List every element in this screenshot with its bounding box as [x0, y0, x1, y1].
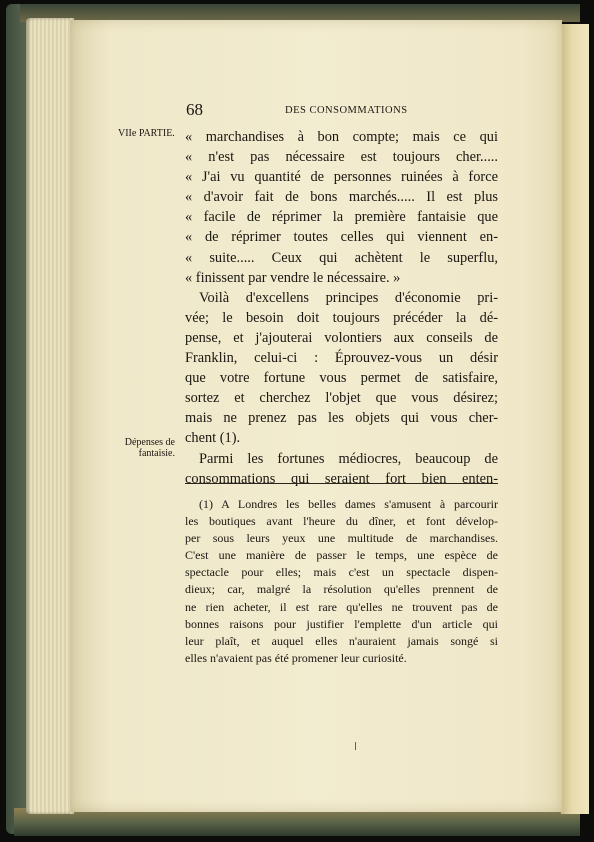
body-text — [185, 127, 498, 489]
footnote-line: elles n'avaient pas été promener leur curiosité. — [185, 650, 407, 665]
body-line: que votre fortune vous permet de satisfaire, — [185, 370, 498, 387]
footnote-rule — [185, 483, 498, 484]
running-head: DES CONSOMMATIONS — [285, 105, 408, 116]
footnote-line: les boutiques avant l'heure du dîner, et font dévelop- — [185, 514, 498, 529]
footnote-line: bonnes raisons pour justifier l'emplette d'un article qui — [185, 616, 498, 631]
body-line: Voilà d'excellens principes d'économie pri- — [199, 289, 498, 306]
footnote-line: leur plaît, et auquel elles n'auraient jamais songé si — [185, 633, 498, 648]
margin-heading-line: fantaisie. — [138, 448, 175, 459]
book-cover-bottom — [14, 808, 580, 836]
body-line: consommations qui seraient fort bien enten- — [185, 470, 498, 487]
body-line: « n'est pas nécessaire est toujours cher..... — [185, 149, 498, 166]
margin-heading-line: Dépenses de — [124, 437, 175, 448]
body-line: « marchandises à bon compte; mais ce qui — [185, 129, 498, 145]
body-line: « suite..... Ceux qui achètent le superflu, — [185, 249, 498, 266]
body-line: « J'ai vu quantité de personnes ruinées à force — [185, 169, 498, 186]
page-number: 68 — [186, 100, 203, 119]
facing-page-edge — [560, 24, 589, 814]
body-line: mais ne prenez pas les objets qui vous cher- — [185, 410, 498, 427]
body-line: « facile de réprimer la première fantaisie que — [185, 209, 498, 226]
body-line: chent (1). — [185, 430, 241, 447]
body-line: « finissent par vendre le nécessaire. » — [185, 269, 401, 286]
body-line: vée; le besoin doit toujours précéder la dé- — [185, 309, 498, 326]
body-line: Parmi les fortunes médiocres, beaucoup de — [199, 450, 498, 467]
body-line: « de réprimer toutes celles qui viennent en- — [185, 229, 498, 246]
footnote-line: ne rien acheter, il est rare qu'elles ne trouvent pas de — [185, 599, 498, 614]
page-stack-edge — [26, 18, 74, 814]
footnote-line: per sous leurs yeux une multitude de marchandises. — [185, 531, 498, 546]
footnote-line: dieux; car, malgré la résolution qu'elles prennent de — [185, 582, 498, 597]
body-line: sortez et cherchez l'objet que vous désirez; — [185, 390, 498, 407]
footnote — [185, 496, 498, 667]
margin-heading — [118, 437, 175, 459]
part-label: VIIe PARTIE. — [118, 128, 175, 139]
signature-mark — [355, 742, 356, 750]
footnote-line: (1) A Londres les belles dames s'amusent à parcourir — [199, 497, 498, 511]
footnote-line: spectacle pour elles; mais c'est un spectacle dispen- — [185, 565, 498, 580]
body-line: « d'avoir fait de bons marchés..... Il est plus — [185, 189, 498, 206]
body-line: pense, et j'ajouterai volontiers aux conseils de — [185, 329, 498, 346]
footnote-line: C'est une manière de passer le temps, une espèce de — [185, 548, 498, 563]
body-line: Franklin, celui-ci : Éprouvez-vous un désir — [185, 350, 498, 367]
